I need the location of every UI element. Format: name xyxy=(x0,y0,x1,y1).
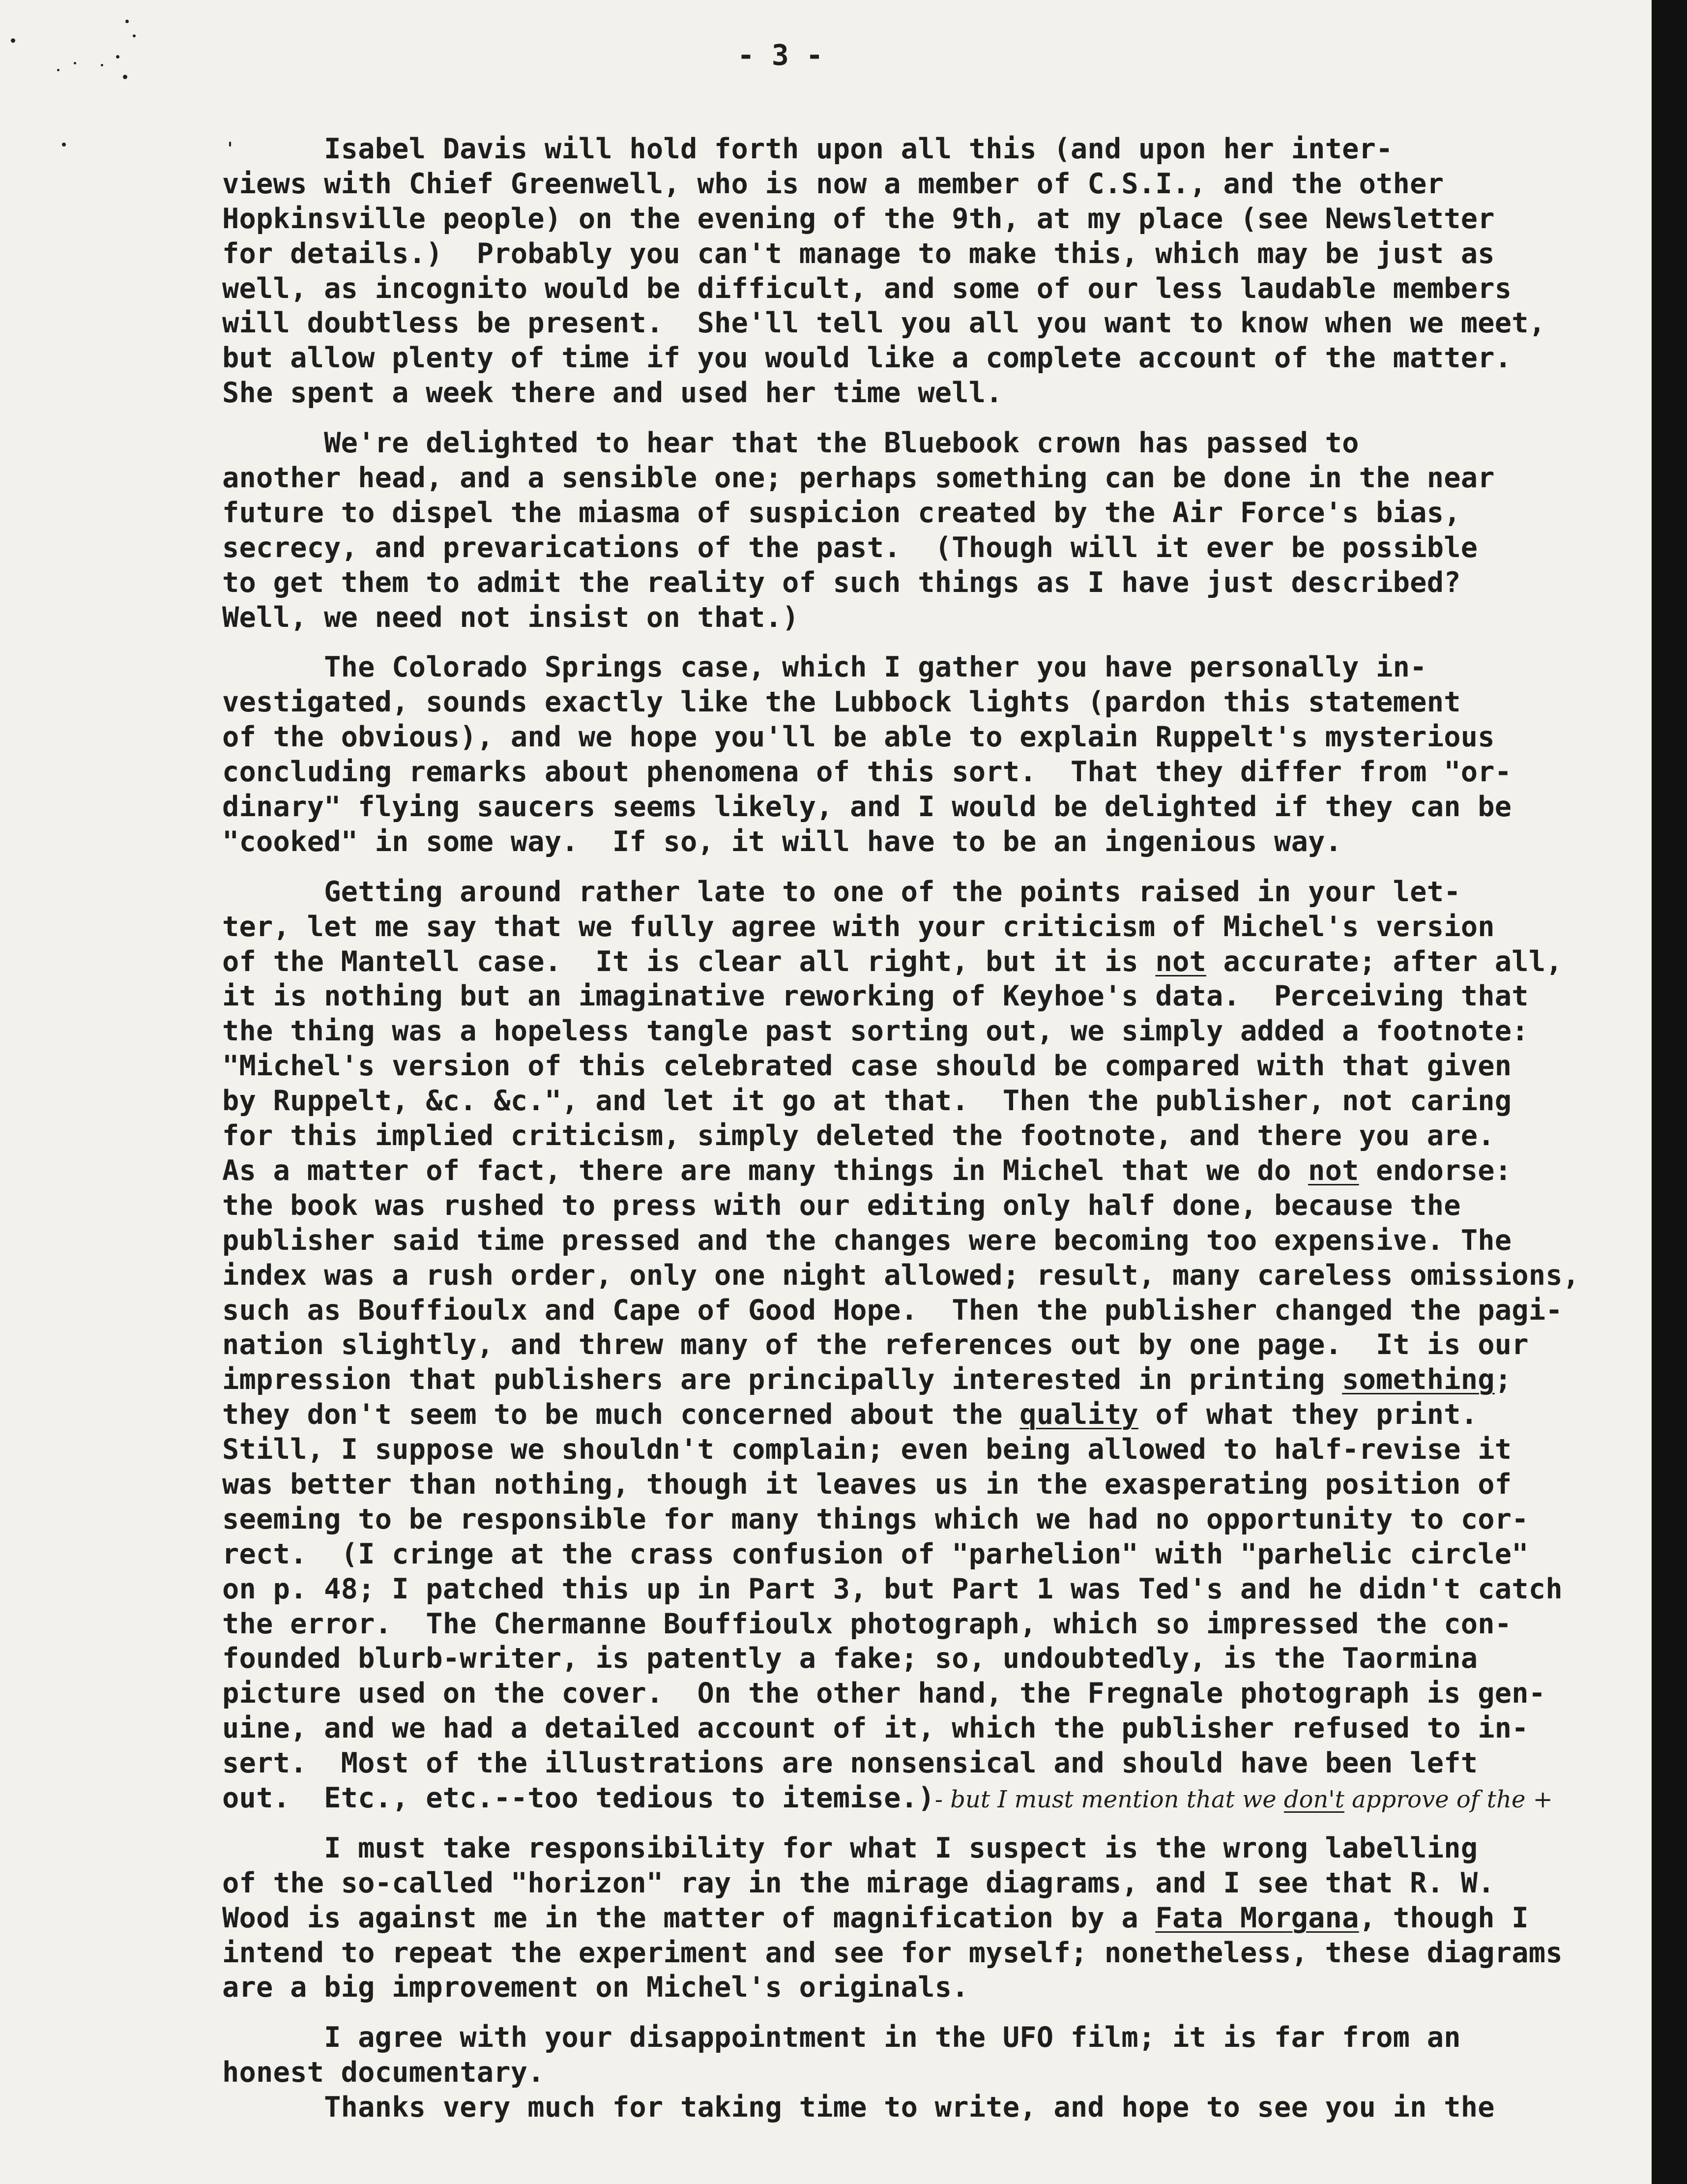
text-line: index was a rush order, only one night allowed; result, many careless omissions, xyxy=(222,1259,1580,1292)
text-line: uine, and we had a detailed account of it, which the publisher refused to in- xyxy=(222,1712,1529,1745)
text-line: I agree with your disappointment in the UFO film; it is far from an xyxy=(222,2021,1461,2054)
text-line: by Ruppelt, &c. &c.", and let it go at that. Then the publisher, not caring xyxy=(222,1085,1512,1118)
text-line: We're delighted to hear that the Bluebook crown has passed to xyxy=(222,427,1359,460)
text-line: She spent a week there and used her time well. xyxy=(222,377,1003,410)
text-line: impression that publishers are principally interested in printing something; xyxy=(222,1363,1512,1396)
text-line: sert. Most of the illustrations are nonsensical and should have been left xyxy=(222,1747,1478,1780)
ink-speck xyxy=(125,20,129,23)
paragraph-bluebook xyxy=(222,426,1638,635)
letter-body xyxy=(222,132,1638,2125)
handwritten-note: - but I must mention that we don't approve of the + xyxy=(934,1785,1553,1813)
text-line: dinary" flying saucers seems likely, and I would be delighted if they can be xyxy=(222,791,1512,824)
paragraph-ufo-film xyxy=(222,2020,1638,2090)
ink-speck xyxy=(123,75,127,79)
ink-speck xyxy=(62,143,66,147)
text-line: picture used on the cover. On the other hand, the Fregnale photograph is gen- xyxy=(222,1677,1546,1710)
ink-speck xyxy=(133,34,136,37)
text-line: I must take responsibility for what I suspect is the wrong labelling xyxy=(222,1831,1478,1864)
text-line: for details.) Probably you can't manage to make this, which may be just as xyxy=(222,237,1495,270)
underlined-word: quality xyxy=(1019,1398,1138,1431)
text-line: The Colorado Springs case, which I gather you have personally in- xyxy=(222,651,1427,684)
text-line: will doubtless be present. She'll tell you all you want to know when we meet, xyxy=(222,307,1546,340)
text-line: was better than nothing, though it leaves us in the exasperating position of xyxy=(222,1468,1512,1501)
text-line: to get them to admit the reality of such things as I have just described? xyxy=(222,566,1461,599)
text-line: nation slightly, and threw many of the references out by one page. It is our xyxy=(222,1328,1529,1361)
underlined-word: don't xyxy=(1283,1785,1344,1813)
text-line: intend to repeat the experiment and see for myself; nonetheless, these diagrams xyxy=(222,1936,1563,1969)
ink-speck xyxy=(74,62,76,64)
paragraph-colorado-springs xyxy=(222,650,1638,859)
ink-speck xyxy=(57,69,59,71)
text-line: on p. 48; I patched this up in Part 3, but Part 1 was Ted's and he didn't catch xyxy=(222,1572,1563,1605)
text-line: Thanks very much for taking time to write, and hope to see you in the xyxy=(222,2091,1495,2124)
paragraph-thanks xyxy=(222,2090,1638,2125)
ink-speck xyxy=(116,55,119,59)
paragraph-michel-mantell xyxy=(222,875,1638,1816)
text-line-with-handwritten-note xyxy=(222,1781,1638,1816)
text-line: the thing was a hopeless tangle past sorting out, we simply added a footnote: xyxy=(222,1015,1529,1048)
text-line: ter, let me say that we fully agree with your criticism of Michel's version xyxy=(222,910,1495,943)
text-line: Hopkinsville people) on the evening of the 9th, at my place (see Newsletter xyxy=(222,202,1495,235)
text-line: rect. (I cringe at the crass confusion of "parhelion" with "parhelic circle" xyxy=(222,1537,1529,1570)
text-line: Isabel Davis will hold forth upon all this (and upon her inter- xyxy=(222,133,1393,165)
text-line: As a matter of fact, there are many things in Michel that we do not endorse: xyxy=(222,1154,1512,1187)
underlined-word: Fata Morgana xyxy=(1155,1901,1359,1934)
text-line: seeming to be responsible for many things which we had no opportunity to cor- xyxy=(222,1503,1529,1535)
scan-edge xyxy=(1652,0,1687,2184)
text-line: publisher said time pressed and the changes were becoming too expensive. The xyxy=(222,1224,1512,1257)
underlined-word: not xyxy=(1308,1154,1359,1187)
text-line: for this implied criticism, simply deleted the footnote, and there you are. xyxy=(222,1120,1495,1152)
text-line: founded blurb-writer, is patently a fake; so, undoubtedly, is the Taormina xyxy=(222,1642,1478,1675)
text-line: Well, we need not insist on that.) xyxy=(222,601,799,634)
text-line: are a big improvement on Michel's originals. xyxy=(222,1971,969,2004)
text-line: concluding remarks about phenomena of this sort. That they differ from "or- xyxy=(222,756,1512,789)
text-line: they don't seem to be much concerned about the quality of what they print. xyxy=(222,1398,1478,1431)
ink-speck xyxy=(11,38,15,43)
paragraph-mirage-diagrams xyxy=(222,1831,1638,2005)
underlined-word: something xyxy=(1342,1363,1495,1396)
text-line: of the so-called "horizon" ray in the mirage diagrams, and I see that R. W. xyxy=(222,1866,1495,1899)
text-line: Getting around rather late to one of the points raised in your let- xyxy=(222,875,1461,908)
text-line: future to dispel the miasma of suspicion created by the Air Force's bias, xyxy=(222,496,1461,529)
text-line: the book was rushed to press with our editing only half done, because the xyxy=(222,1189,1461,1222)
text-line: but allow plenty of time if you would like a complete account of the matter. xyxy=(222,342,1512,375)
text-line: of the obvious), and we hope you'll be able to explain Ruppelt's mysterious xyxy=(222,721,1495,754)
text-line: vestigated, sounds exactly like the Lubbock lights (pardon this statement xyxy=(222,686,1461,719)
text-line: it is nothing but an imaginative reworking of Keyhoe's data. Perceiving that xyxy=(222,980,1529,1013)
ink-speck xyxy=(101,64,103,66)
text-line: out. Etc., etc.--too tedious to itemise.) xyxy=(222,1781,935,1814)
text-line: well, as incognito would be difficult, and some of our less laudable members xyxy=(222,272,1512,305)
text-line: views with Chief Greenwell, who is now a member of C.S.I., and the other xyxy=(222,167,1444,200)
text-line: Still, I suppose we shouldn't complain; even being allowed to half-revise it xyxy=(222,1433,1512,1466)
text-line: honest documentary. xyxy=(222,2056,545,2089)
text-line: secrecy, and prevarications of the past. (Though will it ever be possible xyxy=(222,531,1478,564)
page-number: - 3 - xyxy=(737,38,823,72)
paragraph-isabel-davis xyxy=(222,132,1638,411)
text-line: Wood is against me in the matter of magnification by a Fata Morgana, though I xyxy=(222,1901,1529,1934)
underlined-word: not xyxy=(1155,945,1206,978)
text-line: "cooked" in some way. If so, it will have to be an ingenious way. xyxy=(222,825,1342,858)
text-line: the error. The Chermanne Bouffioulx photograph, which so impressed the con- xyxy=(222,1607,1512,1640)
text-line: another head, and a sensible one; perhaps something can be done in the near xyxy=(222,462,1495,495)
text-line: of the Mantell case. It is clear all right, but it is not accurate; after all, xyxy=(222,945,1563,978)
text-line: such as Bouffioulx and Cape of Good Hope. Then the publisher changed the pagi- xyxy=(222,1294,1563,1327)
text-line: "Michel's version of this celebrated case should be compared with that given xyxy=(222,1050,1512,1083)
